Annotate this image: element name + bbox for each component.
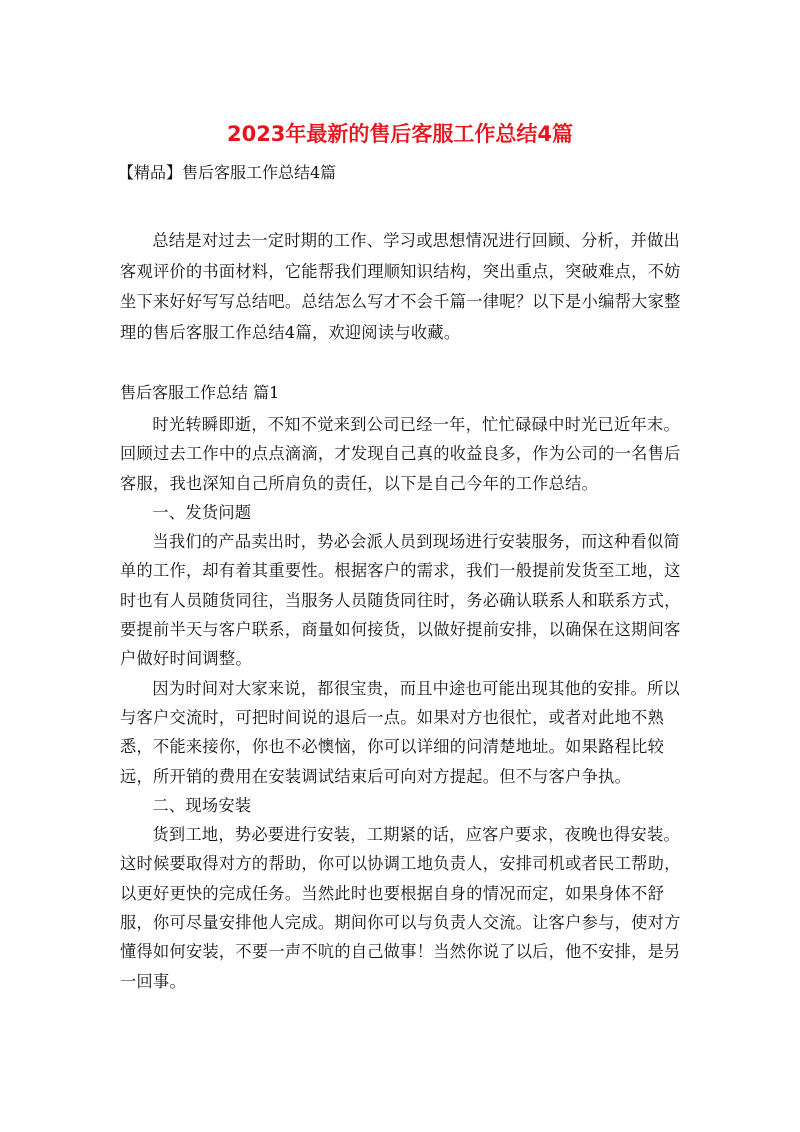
document-title: 2023年最新的售后客服工作总结4篇	[226, 122, 574, 146]
body-paragraph: 因为时间对大家来说，都很宝贵，而且中途也可能出现其他的安排。所以与客户交流时，可把时间说的退后一点。如果对方也很忙，或者对此地不熟悉，不能来接你，你也不必懊恼，你可以详细的问清楚地址。如果路程比较远，所开销的费用在安装调试结束后可向对方提起。但不与客户争执。	[120, 678, 680, 786]
section-title: 售后客服工作总结 篇1	[120, 383, 280, 402]
subheading-installation: 二、现场安装	[152, 795, 252, 815]
document-subtitle: 【精品】售后客服工作总结4篇	[118, 163, 337, 182]
intro-block	[120, 226, 682, 348]
body-paragraph: 时光转瞬即逝，不知不觉来到公司已经一年，忙忙碌碌中时光已近年末。回顾过去工作中的点点滴滴，才发现自己真的收益良多，作为公司的一名售后客服，我也深知自己所肩负的责任，以下是自己今年的工作总结。	[120, 415, 681, 493]
body-text	[120, 410, 682, 996]
body-paragraph: 货到工地，势必要进行安装，工期紧的话，应客户要求，夜晚也得安装。这时候要取得对方的帮助，你可以协调工地负责人，安排司机或者民工帮助，以更好更快的完成任务。当然此时也要根据自身的情况而定，如果身体不舒服，你可尽量安排他人完成。期间你可以与负责人交流。让客户参与，使对方懂得如何安装，不要一声不吭的自己做事！当然你说了以后，他不安排，是另一回事。	[120, 825, 681, 991]
subheading-shipping: 一、发货问题	[152, 502, 252, 522]
intro-paragraph: 总结是对过去一定时期的工作、学习或思想情况进行回顾、分析，并做出客观评价的书面材料，它能帮我们理顺知识结构，突出重点，突破难点，不妨坐下来好好写写总结吧。总结怎么写才不会千篇一律呢？以下是小编帮大家整理的售后客服工作总结4篇，欢迎阅读与收藏。	[120, 231, 681, 342]
body-paragraph: 当我们的产品卖出时，势必会派人员到现场进行安装服务，而这种看似简单的工作，却有着其重要性。根据客户的需求，我们一般提前发货至工地，这时也有人员随货同往，当服务人员随货同往时，务必确认联系人和联系方式，要提前半天与客户联系，商量如何接货，以做好提前安排，以确保在这期间客户做好时间调整。	[120, 532, 681, 669]
